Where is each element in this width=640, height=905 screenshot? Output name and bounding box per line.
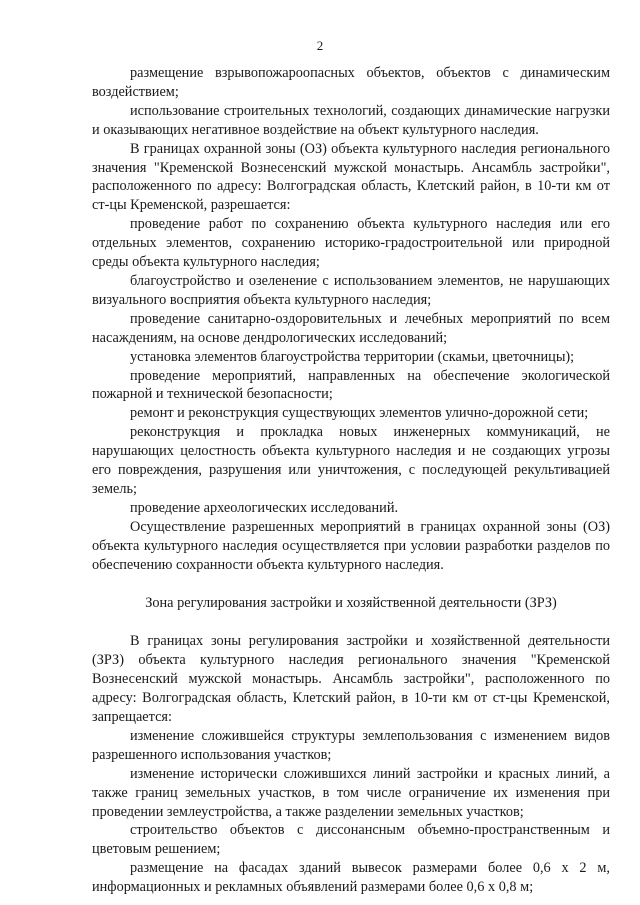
- paragraph: проведение работ по сохранению объекта культурного наследия или его отдельных элементов, сохранению историко-градостроительной или природной среды объекта культурного наследия;: [92, 216, 610, 271]
- paragraph: строительство объектов с диссонансным объемно-пространственным и цветовым решением;: [92, 822, 610, 858]
- page-number: 2: [316, 38, 324, 53]
- paragraph: благоустройство и озеленение с использованием элементов, не нарушающих визуального восприятия объекта культурного наследия;: [92, 272, 610, 308]
- section-heading: Зона регулирования застройки и хозяйственной деятельности (ЗРЗ): [145, 595, 557, 612]
- paragraph: изменение сложившейся структуры землепользования с изменением видов разрешенного использования участков;: [92, 727, 610, 763]
- paragraph: В границах зоны регулирования застройки и хозяйственной деятельности (ЗРЗ) объекта культурного наследия регионального значения "Кременской Вознесенский мужской монастырь. Ансамбль застройки", расположенного по адресу: Волгоградская область, Клетский район, в 10-ти км от ст-цы Кременской, запрещается:: [92, 633, 610, 725]
- paragraph: Осуществление разрешенных мероприятий в границах охранной зоны (ОЗ) объекта культурного наследия осуществляется при условии разработки разделов по обеспечению сохранности объекта культурного наследия.: [92, 518, 610, 573]
- paragraph: ремонт и реконструкция существующих элементов улично-дорожной сети;: [130, 405, 589, 422]
- paragraph: размещение взрывопожароопасных объектов, объектов с динамическим воздействием;: [92, 65, 610, 100]
- paragraph: установка элементов благоустройства территории (скамьи, цветочницы);: [130, 348, 575, 365]
- document-body: [92, 64, 610, 897]
- paragraph: изменение исторически сложившихся линий застройки и красных линий, а также границ земельных участков, в том числе ограничение их изменения при проведении землеустройства, а также разделении земельных участков;: [92, 765, 610, 820]
- paragraph: проведение археологических исследований.: [130, 499, 399, 516]
- paragraph: использование строительных технологий, создающих динамические нагрузки и оказывающих негативное воздействие на объект культурного наследия.: [92, 102, 610, 138]
- paragraph: проведение мероприятий, направленных на обеспечение экологической пожарной и технической безопасности;: [92, 367, 610, 403]
- paragraph: размещение на фасадах зданий вывесок размерами более 0,6 х 2 м, информационных и рекламных объявлений размерами более 0,6 х 0,8 м;: [92, 860, 610, 896]
- paragraph: В границах охранной зоны (ОЗ) объекта культурного наследия регионального значения "Кременской Вознесенский мужской монастырь. Ансамбль застройки", расположенного по адресу: Волгоградская область, Клетский район, в 10-ти км от ст-цы Кременской, разрешается:: [92, 140, 610, 214]
- paragraph: проведение санитарно-оздоровительных и лечебных мероприятий по всем насаждениям, на основе дендрологических исследований;: [92, 310, 610, 346]
- paragraph: реконструкция и прокладка новых инженерных коммуникаций, не нарушающих целостность объекта культурного наследия и не создающих угрозы его повреждения, разрушения или уничтожения, с последующей рекультивацией земель;: [92, 424, 610, 497]
